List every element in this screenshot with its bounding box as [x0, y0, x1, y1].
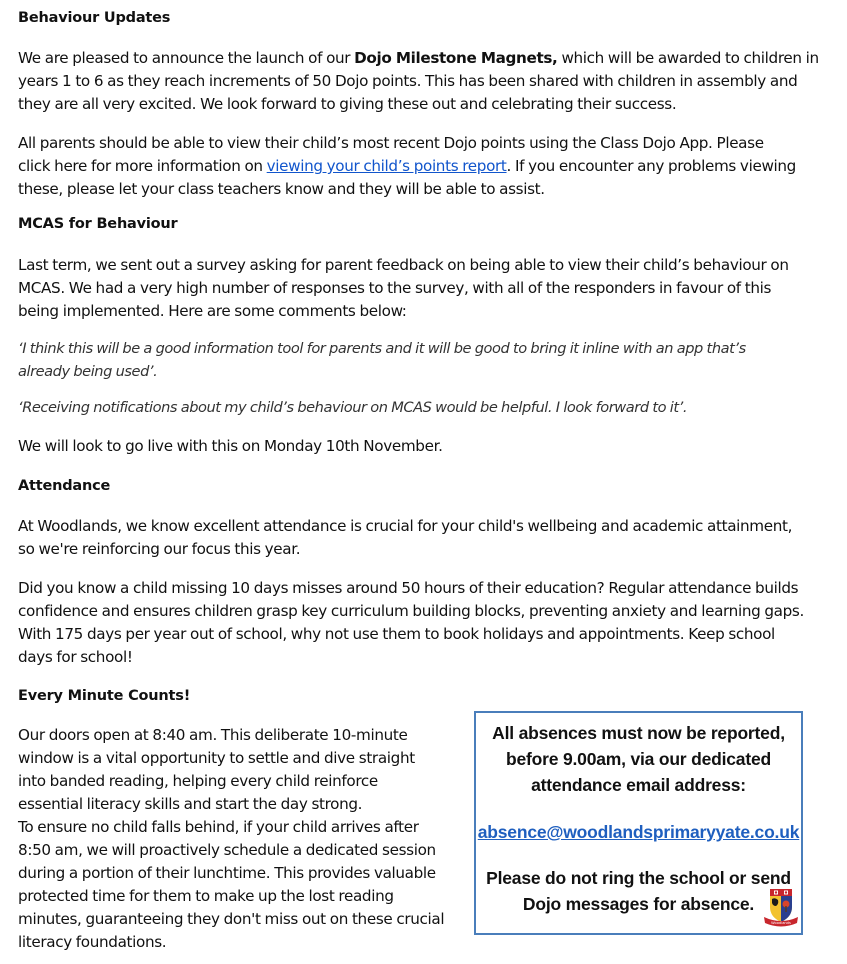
- paragraph-line: during a portion of their lunchtime. This provides valuable: [18, 864, 436, 882]
- paragraph-line: At Woodlands, we know excellent attendance is crucial for your child's wellbeing and academic attainment,: [18, 517, 793, 535]
- every-minute-paragraph: [18, 724, 444, 954]
- paragraph-line: 8:50 am, we will proactively schedule a dedicated session: [18, 841, 436, 859]
- attendance-focus-paragraph: [18, 515, 792, 561]
- parent-quote-1: [18, 337, 746, 383]
- paragraph-line: All parents should be able to view their child’s most recent Dojo points using the Class Dojo App. Please: [18, 134, 764, 152]
- paragraph-line: confidence and ensures children grasp key curriculum building blocks, preventing anxiety and learning gaps.: [18, 602, 804, 620]
- paragraph-line: days for school!: [18, 648, 133, 666]
- go-live-paragraph: [18, 435, 443, 458]
- dojo-magnets-paragraph: [18, 47, 819, 116]
- notice-email-row: [476, 820, 801, 844]
- every-minute-counts-heading: Every Minute Counts!: [18, 688, 191, 704]
- woodlands-school-crest-icon: [763, 887, 799, 929]
- paragraph-line: MCAS. We had a very high number of responses to the survey, with all of the responders in favour of this: [18, 279, 772, 297]
- paragraph-line: essential literacy skills and start the day strong.: [18, 795, 363, 813]
- paragraph-line: they are all very excited. We look forward to giving these out and celebrating their success.: [18, 95, 677, 113]
- paragraph-line: Did you know a child missing 10 days misses around 50 hours of their education? Regular attendance builds: [18, 579, 799, 597]
- quote-line: already being used’.: [18, 363, 158, 380]
- paragraph-line: We will look to go live with this on Monday 10th November.: [18, 437, 443, 455]
- missing-days-paragraph: [18, 577, 804, 669]
- paragraph-line: into banded reading, helping every child reinforce: [18, 772, 378, 790]
- dojo-milestone-magnets-bold: Dojo Milestone Magnets,: [354, 49, 558, 67]
- mcas-survey-paragraph: [18, 254, 789, 323]
- notice-line: before 9.00am, via our dedicated: [506, 749, 771, 769]
- parent-quote-2: [18, 396, 687, 419]
- paragraph-line: click here for more information on viewing your child’s points report. If you encounter any problems viewing: [18, 157, 796, 175]
- points-report-link[interactable]: viewing your child’s points report: [266, 157, 507, 175]
- attendance-heading: Attendance: [18, 478, 111, 494]
- absence-notice-box: [474, 711, 803, 935]
- paragraph-line: protected time for them to make up the lost reading: [18, 887, 394, 905]
- paragraph-line: To ensure no child falls behind, if your child arrives after: [18, 818, 419, 836]
- paragraph-line: literacy foundations.: [18, 933, 167, 951]
- paragraph-line: Our doors open at 8:40 am. This deliberate 10-minute: [18, 726, 408, 744]
- notice-line: Please do not ring the school or send: [486, 868, 791, 888]
- absence-email-link[interactable]: absence@woodlandsprimaryyate.co.uk: [477, 822, 800, 842]
- paragraph-line: Last term, we sent out a survey asking for parent feedback on being able to view their child’s behaviour on: [18, 256, 789, 274]
- paragraph-line: being implemented. Here are some comments below:: [18, 302, 407, 320]
- paragraph-line: With 175 days per year out of school, why not use them to book holidays and appointments. Keep school: [18, 625, 775, 643]
- behaviour-updates-heading: Behaviour Updates: [18, 10, 171, 26]
- paragraph-line: years 1 to 6 as they reach increments of 50 Dojo points. This has been shared with children in assembly and: [18, 72, 798, 90]
- quote-line: ‘Receiving notifications about my child’s behaviour on MCAS would be helpful. I look forward to it’.: [18, 399, 688, 416]
- crest-banner-text: Woodlands: [771, 921, 791, 925]
- notice-line: All absences must now be reported,: [492, 723, 785, 743]
- paragraph-line: window is a vital opportunity to settle and dive straight: [18, 749, 415, 767]
- paragraph-line: We are pleased to announce the launch of our Dojo Milestone Magnets, which will be awarded to children in: [18, 49, 819, 67]
- dojo-points-paragraph: [18, 132, 796, 201]
- quote-line: ‘I think this will be a good information tool for parents and it will be good to bring it inline with an app that’s: [18, 340, 746, 357]
- notice-line: attendance email address:: [531, 775, 746, 795]
- paragraph-line: so we're reinforcing our focus this year.: [18, 540, 301, 558]
- mcas-heading: MCAS for Behaviour: [18, 216, 178, 232]
- paragraph-line: minutes, guaranteeing they don't miss out on these crucial: [18, 910, 445, 928]
- paragraph-line: these, please let your class teachers know and they will be able to assist.: [18, 180, 545, 198]
- notice-line: Dojo messages for absence.: [522, 894, 755, 914]
